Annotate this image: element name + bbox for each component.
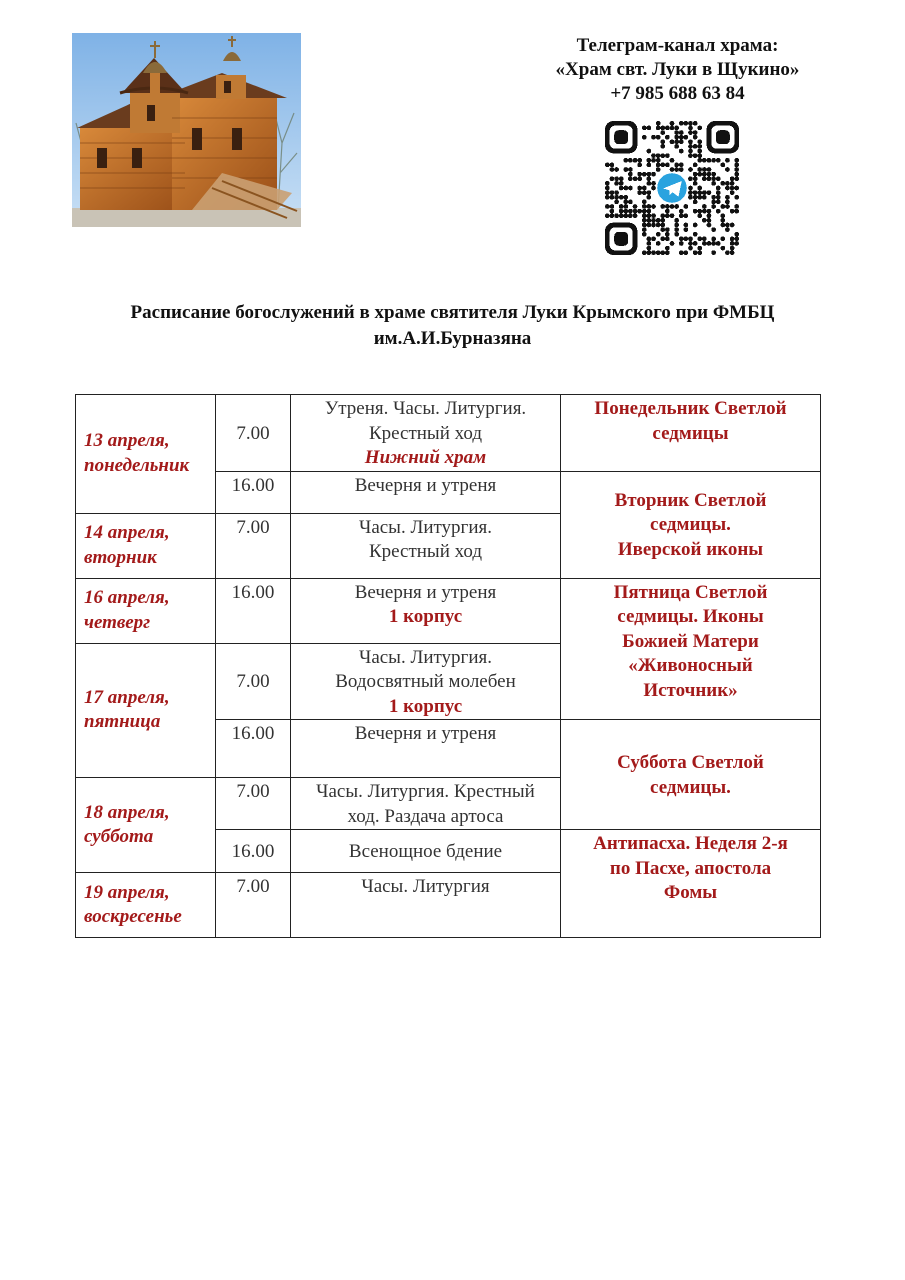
schedule-table [75, 394, 821, 938]
service-line: Вечерня и утреня [354, 581, 497, 603]
service-line: ход. Раздача артоса [347, 805, 504, 827]
date-text: 16 апреля, [84, 587, 170, 608]
service-line: Крестный ход [368, 422, 483, 444]
feast-line: седмицы. [650, 776, 731, 798]
date-text: 13 апреля, [84, 430, 170, 452]
service-line: Водосвятный молебен [335, 671, 516, 692]
feast-line: седмицы. Иконы [617, 606, 764, 627]
telegram-header [520, 34, 835, 106]
time-cell: 7.00 [216, 513, 291, 578]
date-text: 17 апреля, [84, 686, 170, 708]
feast-line: Антипасха. Неделя 2-я [593, 833, 788, 854]
service-line: Часы. Литургия. [358, 646, 493, 668]
feast-line: «Живоносный [628, 655, 753, 676]
service-cell [291, 778, 561, 830]
table-row [76, 578, 821, 643]
weekday-text: воскресенье [84, 906, 182, 927]
time-cell: 16.00 [216, 471, 291, 513]
feast-line: Суббота Светлой [617, 752, 764, 773]
feast-line: Вторник Светлой [614, 489, 767, 511]
service-cell [291, 720, 561, 778]
time-cell: 16.00 [216, 578, 291, 643]
feast-line: Иверской иконы [617, 538, 764, 560]
date-text: 14 апреля, [84, 522, 170, 543]
feast-cell [561, 830, 821, 938]
weekday-text: четверг [84, 611, 151, 633]
feast-cell [561, 395, 821, 472]
telegram-channel-label: Телеграм-канал храма: [576, 35, 779, 56]
title-line-1: Расписание богослужений в храме святителя Луки Крымского при ФМБЦ [130, 302, 775, 323]
time-cell: 7.00 [216, 643, 291, 720]
date-cell [76, 778, 216, 873]
date-cell [76, 395, 216, 514]
feast-cell [561, 720, 821, 830]
date-cell [76, 643, 216, 778]
service-line: Всенощное бдение [348, 840, 503, 862]
feast-line: седмицы [652, 422, 729, 444]
page-title [40, 300, 865, 352]
service-cell [291, 873, 561, 938]
table-row [76, 395, 821, 472]
service-cell [291, 513, 561, 578]
feast-cell [561, 471, 821, 578]
feast-line: Божией Матери [622, 630, 759, 652]
service-line: Часы. Литургия. Крестный [316, 781, 535, 802]
feast-line: Пятница Светлой [613, 581, 768, 603]
time-cell: 16.00 [216, 830, 291, 873]
service-line: Крестный ход [368, 541, 483, 562]
date-cell [76, 578, 216, 643]
service-location: Нижний храм [364, 447, 487, 468]
weekday-text: понедельник [84, 454, 190, 476]
feast-line: Понедельник Светлой [594, 398, 787, 419]
church-photo [72, 33, 301, 227]
title-line-2: им.А.И.Бурназяна [373, 328, 532, 349]
service-line: Часы. Литургия [361, 876, 490, 897]
feast-line: седмицы. [650, 514, 731, 536]
weekday-text: пятница [84, 711, 161, 733]
service-cell [291, 830, 561, 873]
feast-cell [561, 578, 821, 720]
qr-code-icon[interactable] [605, 121, 739, 255]
service-cell [291, 643, 561, 720]
service-cell [291, 395, 561, 472]
weekday-text: вторник [84, 546, 157, 568]
feast-line: по Пасхе, апостола [609, 857, 772, 879]
service-cell [291, 578, 561, 643]
feast-line: Источник» [643, 679, 738, 701]
time-cell: 7.00 [216, 778, 291, 830]
service-location: 1 корпус [388, 606, 463, 627]
service-line: Утреня. Часы. Литургия. [324, 398, 527, 419]
feast-line: Фомы [663, 882, 718, 903]
date-cell [76, 513, 216, 578]
service-line: Часы. Литургия. [358, 516, 493, 538]
date-cell [76, 873, 216, 938]
phone-number: +7 985 688 63 84 [610, 83, 745, 104]
service-line: Вечерня и утреня [354, 474, 497, 496]
time-cell: 16.00 [216, 720, 291, 778]
telegram-channel-name: «Храм свт. Луки в Щукино» [555, 59, 800, 80]
time-cell: 7.00 [216, 395, 291, 472]
date-text: 18 апреля, [84, 801, 170, 823]
service-line: Вечерня и утреня [354, 723, 497, 744]
date-text: 19 апреля, [84, 881, 170, 903]
service-location: 1 корпус [388, 695, 463, 717]
weekday-text: суббота [84, 826, 154, 847]
service-cell [291, 471, 561, 513]
time-cell: 7.00 [216, 873, 291, 938]
